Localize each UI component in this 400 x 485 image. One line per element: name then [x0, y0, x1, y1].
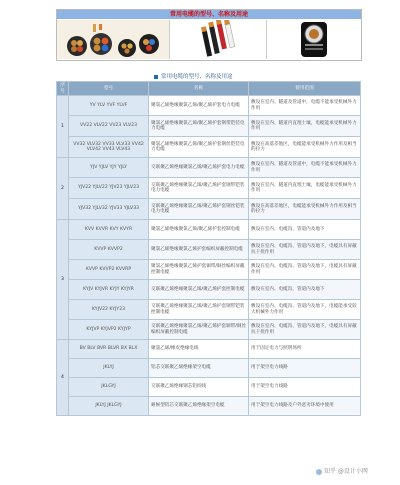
cell-name: 交联聚乙烯绝缘聚氯乙烯/聚乙烯护套钢带铠装电力电缆 — [149, 178, 249, 199]
table-row — [57, 199, 361, 220]
cell-name: 交联聚乙烯绝缘聚氯乙烯/聚乙烯护套钢丝铠装电力电缆 — [149, 199, 249, 220]
cell-use: 敷设在室内、电缆沟、管道内及地下，电缆具有屏蔽抗干扰作用 — [249, 320, 361, 340]
cell-model: KYJV KYJVR KYJY KYJYR — [69, 280, 149, 300]
cell-model: YJV32 YJLV32 YJV33 YJLV33 — [69, 199, 149, 220]
cell-model: KYJV22 KYJY23 — [69, 300, 149, 320]
cell-use: 用于固定电力与照明场所 — [249, 340, 361, 359]
cable-sample-photo — [170, 20, 267, 59]
cell-use: 敷设在室内、隧道内直埋土壤，电缆能承受机械外力作用 — [249, 178, 361, 199]
cell-use: 用于架空电力线路 — [249, 378, 361, 397]
cell-use: 敷设在室内、电缆沟、管道内及地下 — [249, 280, 361, 300]
row-number: 3 — [57, 220, 69, 340]
cell-use: 敷设在室内、隧道及管道中，电缆不能承受机械外力作用 — [249, 96, 361, 116]
table-row — [57, 137, 361, 158]
cell-name: 铝芯交联聚乙烯绝缘架空电缆 — [149, 359, 249, 378]
cell-model: BV BLV BVR BLVR BX BLX — [69, 340, 149, 359]
cell-model: VV32 VLV32 VV33 VLV33 VV42 VLV42 VV43 VLV43 — [69, 137, 149, 158]
cell-name: 交联聚乙烯绝缘聚氯乙烯/聚乙烯护套电力电缆 — [149, 158, 249, 178]
cell-model: JKLYJ — [69, 359, 149, 378]
cell-use: 敷设在室内、电缆沟、管道内及地下，电缆具有屏蔽抗干扰作用 — [249, 240, 361, 260]
banner-title: 常用电缆的型号、名称及用途 — [57, 10, 361, 19]
header-model: 型号 — [69, 82, 149, 96]
table-row — [57, 300, 361, 320]
cell-name: 聚氯乙烯绝缘聚氯乙烯/聚乙烯护套控制电缆 — [149, 220, 249, 240]
table-row — [57, 240, 361, 260]
cell-model: YV YLV YVF YLVF — [69, 96, 149, 116]
cell-model: YJV22 YJLV22 YJV23 YJLV23 — [69, 178, 149, 199]
document-page — [52, 4, 360, 482]
section-subtitle-text: 常用电缆的型号、名称及用途 — [161, 74, 233, 80]
cable-cross-section-photo — [267, 20, 361, 59]
cell-use: 用于架空电力线路及户外恶劣环境中使用 — [249, 397, 361, 416]
watermark-logo-icon — [316, 469, 322, 475]
cell-use: 用于架空电力线路 — [249, 359, 361, 378]
cell-model: JKLGYJ — [69, 378, 149, 397]
cell-use: 敷设在室内、隧道及管道中，电缆不能承受机械外力作用 — [249, 158, 361, 178]
cell-name: 聚氯乙烯绝缘聚氯乙烯/聚乙烯护套电力电缆 — [149, 96, 249, 116]
section-subtitle — [154, 72, 233, 80]
cell-name: 交联聚乙烯绝缘钢芯铝绞线 — [149, 378, 249, 397]
table-row — [57, 378, 361, 397]
cell-use: 敷设在室内、隧道内直埋土壤，电缆能承受机械外力作用 — [249, 116, 361, 137]
cell-use: 敷设在高落差地区，电缆能承受机械外力作用及相当的拉力 — [249, 137, 361, 158]
cell-name: 聚氯乙烯/橡皮绝缘电线 — [149, 340, 249, 359]
cell-use: 敷设在室内、电缆沟、管道内及地下，电缆具有屏蔽作用 — [249, 260, 361, 280]
cell-use: 敷设在高落差地区，电缆能承受机械外力作用及相当的拉力 — [249, 199, 361, 220]
cell-model: YJV YJLV YJY YJLY — [69, 158, 149, 178]
cell-name: 交联聚乙烯绝缘聚氯乙烯/聚乙烯护套铜带/铜丝编织屏蔽控制电缆 — [149, 320, 249, 340]
cell-model: KVVP KVVP2 — [69, 240, 149, 260]
cell-name: 聚氯乙烯绝缘聚氯乙烯/聚乙烯护套钢丝铠装电力电缆 — [149, 137, 249, 158]
cell-model: KVV KVVR KVY KVYR — [69, 220, 149, 240]
cell-use: 敷设在室内、电缆沟、管道内及地下，电缆能承受较大机械外力作用 — [249, 300, 361, 320]
table-row — [57, 178, 361, 199]
table-header-row — [57, 82, 361, 96]
cable-bundle-photo — [57, 20, 170, 59]
table-row — [57, 220, 361, 240]
bullet-square-icon — [154, 75, 158, 79]
cell-name: 聚氯乙烯绝缘聚氯乙烯/聚乙烯护套钢带铠装电力电缆 — [149, 116, 249, 137]
table-row — [57, 260, 361, 280]
cell-name: 耐候型铝芯交联聚乙烯绝缘架空电缆 — [149, 397, 249, 416]
cable-specification-table — [56, 81, 361, 416]
cell-model: VV22 VLV22 VV23 VLV23 — [69, 116, 149, 137]
cell-model: KYJVP KYJVP2 KYJYP — [69, 320, 149, 340]
cell-name: 聚氯乙烯绝缘聚氯乙烯护套铜带/铜丝编织屏蔽控制电缆 — [149, 260, 249, 280]
table-row — [57, 340, 361, 359]
header-name: 名称 — [149, 82, 249, 96]
table-row — [57, 96, 361, 116]
cell-model: KVVP KVVP2 KVVRP — [69, 260, 149, 280]
cell-name: 交联聚乙烯绝缘聚氯乙烯/聚乙烯护套控制电缆 — [149, 280, 249, 300]
cell-model: JKLYJ JKLGYJ — [69, 397, 149, 416]
table-row — [57, 397, 361, 416]
table-row — [57, 116, 361, 137]
header-use: 使用范围 — [249, 82, 361, 96]
watermark-text: 知乎 @设计小网 — [324, 468, 368, 475]
header-no: 序号 — [57, 82, 69, 96]
product-banner — [56, 9, 362, 61]
cell-use: 敷设在室内、电缆沟、管道内及地下 — [249, 220, 361, 240]
row-number: 1 — [57, 96, 69, 158]
table-row — [57, 359, 361, 378]
cell-name: 聚氯乙烯绝缘聚氯乙烯护套编织屏蔽控制电缆 — [149, 240, 249, 260]
row-number: 4 — [57, 340, 69, 416]
table-row — [57, 280, 361, 300]
cell-name: 交联聚乙烯绝缘聚氯乙烯/聚乙烯护套钢带铠装控制电缆 — [149, 300, 249, 320]
table-row — [57, 320, 361, 340]
row-number: 2 — [57, 158, 69, 220]
watermark — [316, 466, 368, 475]
table-row — [57, 158, 361, 178]
